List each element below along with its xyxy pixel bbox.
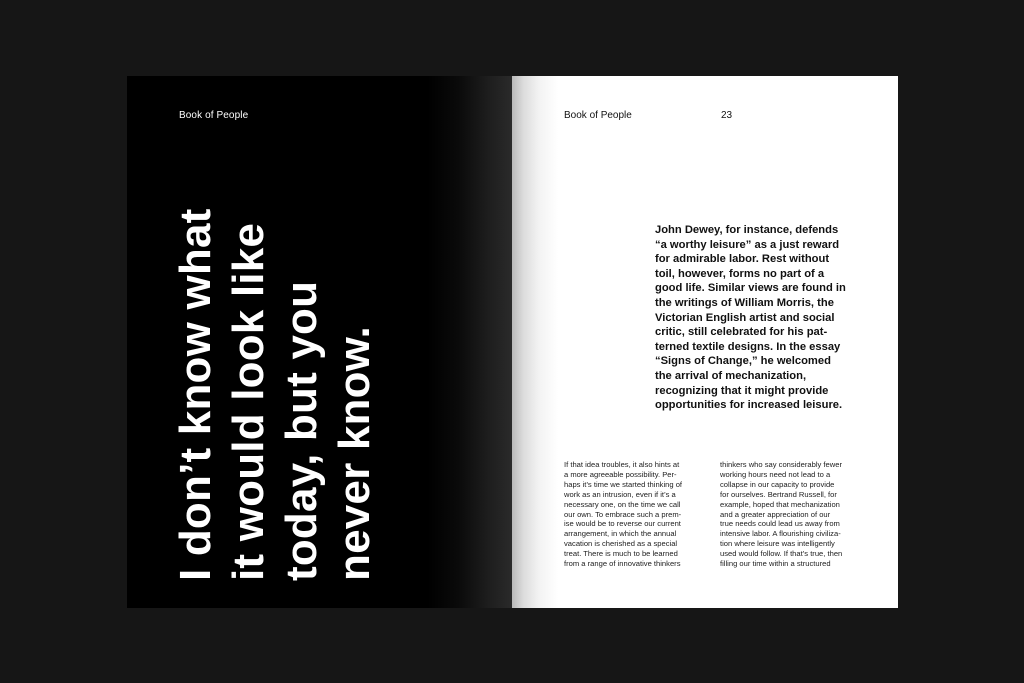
- right-running-head: Book of People: [564, 110, 632, 121]
- body-line: used would follow. If that’s true, then: [720, 549, 843, 559]
- body-line: true needs could lead us away from: [720, 519, 840, 529]
- body-line: example, hoped that mechanization: [720, 499, 840, 509]
- lead-line: terned textile designs. In the essay: [655, 340, 841, 353]
- body-line: and a greater appreciation of our: [720, 509, 831, 519]
- lead-line: Victorian English artist and social: [655, 311, 835, 324]
- body-line: a more agreeable possibility. Per-: [564, 469, 677, 479]
- body-line: working hours need not lead to a: [720, 469, 831, 479]
- body-column-1: [564, 460, 704, 569]
- lead-line: good life. Similar views are found in: [655, 282, 846, 295]
- body-line: work as an intrusion, even if it’s a: [564, 489, 676, 499]
- left-page: [127, 76, 512, 608]
- body-line: haps it’s time we started thinking of: [564, 479, 683, 489]
- lead-line: “Signs of Change,” he welcomed: [655, 355, 831, 368]
- lead-line: John Dewey, for instance, defends: [655, 224, 839, 236]
- lead-line: recognizing that it might provide: [655, 384, 829, 397]
- body-line: our own. To embrace such a prem-: [564, 509, 682, 519]
- pull-quote-line: it would look like: [224, 222, 273, 581]
- lead-paragraph: [655, 223, 870, 413]
- body-line: arrangement, in which the annual: [564, 529, 677, 539]
- body-line: filling our time within a structured: [720, 559, 831, 569]
- body-line: necessary one, on the time we call: [564, 499, 681, 509]
- pull-quote: [169, 191, 381, 581]
- body-line: ise would be to reverse our current: [564, 519, 681, 529]
- pull-quote-line: today, but you: [277, 280, 326, 581]
- lead-line: the writings of William Morris, the: [655, 296, 834, 309]
- left-running-head: Book of People: [179, 110, 249, 121]
- body-line: thinkers who say considerably fewer: [720, 460, 842, 469]
- body-line: collapse in our capacity to provide: [720, 479, 835, 489]
- pull-quote-line: never know.: [330, 326, 379, 581]
- lead-line: “a worthy leisure” as a just reward: [655, 238, 840, 251]
- body-line: for ourselves. Bertrand Russell, for: [720, 489, 837, 499]
- body-line: If that idea troubles, it also hints at: [564, 460, 680, 469]
- body-line: tion where leisure was intelligently: [720, 539, 835, 549]
- lead-line: for admirable labor. Rest without: [655, 253, 830, 266]
- lead-line: critic, still celebrated for his pat-: [655, 326, 828, 339]
- lead-line: toil, however, forms no part of a: [655, 267, 825, 280]
- body-column-2: [720, 460, 865, 569]
- body-line: intensive labor. A flourishing civiliza-: [720, 529, 841, 539]
- pull-quote-line: I don’t know what: [171, 208, 220, 581]
- body-line: treat. There is much to be learned: [564, 549, 678, 559]
- body-line: vacation is cherished as a special: [564, 539, 678, 549]
- lead-line: the arrival of mechanization,: [655, 369, 807, 382]
- right-page: [512, 76, 898, 608]
- body-line: from a range of innovative thinkers: [564, 559, 681, 569]
- page-number: 23: [721, 110, 733, 121]
- lead-line: opportunities for increased leisure.: [655, 399, 843, 412]
